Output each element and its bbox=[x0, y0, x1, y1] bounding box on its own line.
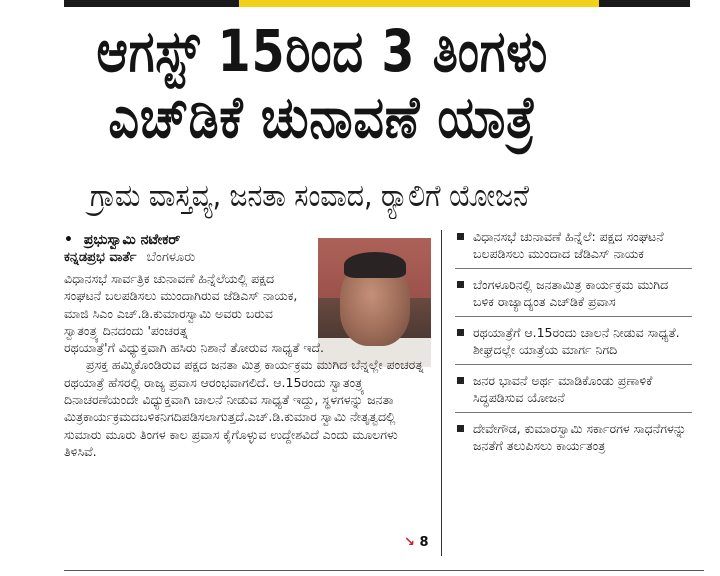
headline-line-2: ಎಚ್‌ಡಿಕೆ ಚುನಾವಣೆ ಯಾತ್ರೆ bbox=[108, 83, 537, 151]
highlight-text: ಜನರ ಭಾವನೆ ಅರ್ಥ ಮಾಡಿಕೊಂಡು ಪ್ರಣಾಳಿಕೆ ಸಿದ್ಧಪಡಿಸುವ ಯೋಜನೆ bbox=[473, 373, 653, 405]
author-name: ಪ್ರಭುಸ್ವಾಮಿ ನಟೇಕರ್ bbox=[83, 232, 181, 248]
jump-arrow-icon: ↘ bbox=[404, 535, 415, 550]
jump-page-number: 8 bbox=[419, 535, 429, 550]
headline bbox=[64, 18, 581, 150]
headline-line-1: ಆಗಸ್ಟ್ 15ರಿಂದ 3 ತಿಂಗಳು bbox=[96, 17, 549, 85]
square-bullet-icon bbox=[457, 233, 464, 240]
highlight-text: ವಿಧಾನಸಭೆ ಚುನಾವಣೆ ಹಿನ್ನೆಲೆ: ಪಕ್ಷದ ಸಂಘಟನೆ ಬಲಪಡಿಸಲು ಮುಂದಾದ ಜೆಡಿಎಸ್ ನಾಯಕ bbox=[473, 229, 664, 261]
byline-bullet: • bbox=[64, 232, 73, 248]
main-article bbox=[64, 230, 434, 560]
highlight-text: ದೇವೇಗೌಡ, ಕುಮಾರಸ್ವಾಮಿ ಸರ್ಕಾರಗಳ ಸಾಧನೆಗಳನ್ನು ಜನತೆಗೆ ತಲುಪಿಸಲು ಕಾರ್ಯತಂತ್ರ bbox=[473, 421, 687, 453]
highlight-item bbox=[455, 276, 692, 317]
subheadline: ಗ್ರಾಮ ವಾಸ್ತವ್ಯ, ಜನತಾ ಸಂವಾದ, ರ‍್ಯಾಲಿಗೆ ಯೋಜನೆ bbox=[90, 178, 529, 214]
article-paragraph-1-end: ರಥಯಾತ್ರೆ'ಗೆ ವಿಧ್ಯುಕ್ತವಾಗಿ ಹಸಿರು ನಿಶಾನೆ ತೋರುವ ಸಾಧ್ಯತೆ ಇದೆ. bbox=[64, 340, 324, 356]
highlight-text: ರಥಯಾತ್ರೆಗೆ ಆ.15ರಂದು ಚಾಲನೆ ನೀಡುವ ಸಾಧ್ಯತೆ. ಶೀಘ್ರದಲ್ಲೇ ಯಾತ್ರೆಯ ಮಾರ್ಗ ನಿಗದಿ bbox=[473, 325, 680, 357]
dateline-place: ಬೆಂಗಳೂರು bbox=[146, 250, 196, 265]
highlight-item bbox=[455, 228, 692, 269]
top-color-bar-yellow bbox=[239, 0, 599, 7]
square-bullet-icon bbox=[457, 425, 464, 432]
highlight-item bbox=[455, 324, 692, 365]
square-bullet-icon bbox=[457, 329, 464, 336]
continued-on-page[interactable] bbox=[404, 535, 428, 550]
article-paragraph-2: ಪ್ರಸಕ್ತ ಹಮ್ಮಿಕೊಂಡಿರುವ ಪಕ್ಷದ ಜನತಾ ಮಿತ್ರ ಕಾರ್ಯಕ್ರಮ ಮುಗಿದ ಬೆನ್ನಲ್ಲೇ ಪಂಚರತ್ನ ರಥಯಾತ್ರೆ ಹೆಸರಲ್ಲಿ ರಾಜ್ಯ ಪ್ರವಾಸ ಆರಂಭವಾಗಲಿದೆ. ಆ.15ರಂದು ಸ್ವಾತಂತ್ರ್ಯ ದಿನಾಚರಣೆಯಂದೇ ವಿಧ್ಯುಕ್ತವಾಗಿ ಚಾಲನೆ ನೀಡುವ ಸಾಧ್ಯತೆ ಇದ್ದು, ಸ್ಥಳಗಳನ್ನು ಜನತಾ ಮಿತ್ರಕಾರ್ಯಕ್ರಮದಬಳಿಕನಿಗದಿಪಡಿಸಲಾಗುತ್ತದೆ.ಎಚ್.ಡಿ.ಕುಮಾರ ಸ್ವಾಮಿ ನೇತೃತ್ವದಲ್ಲಿ ಸುಮಾರು ಮೂರು ತಿಂಗಳ ಕಾಲ ಪ್ರವಾಸ ಕೈಗೊಳ್ಳುವ ಉದ್ದೇಶವಿದೆ ಎಂದು ಮೂಲಗಳು ತಿಳಿಸಿವೆ. bbox=[64, 357, 424, 459]
square-bullet-icon bbox=[457, 377, 464, 384]
square-bullet-icon bbox=[457, 281, 464, 288]
highlight-item bbox=[455, 420, 692, 460]
column-divider bbox=[441, 230, 442, 556]
agency-name: ಕನ್ನಡಪ್ರಭ ವಾರ್ತೆ bbox=[64, 250, 137, 265]
highlight-text: ಬೆಂಗಳೂರಿನಲ್ಲಿ ಜನತಾಮಿತ್ರ ಕಾರ್ಯಕ್ರಮ ಮುಗಿದ ಬಳಿಕ ರಾಜ್ಯಾದ್ಯಂತ ಎಚ್‌ಡಿಕೆ ಪ್ರವಾಸ bbox=[473, 277, 669, 309]
highlights-sidebar bbox=[455, 228, 692, 467]
highlight-item bbox=[455, 372, 692, 413]
bottom-divider bbox=[64, 570, 704, 571]
dateline bbox=[64, 250, 195, 265]
top-color-bar bbox=[64, 0, 690, 7]
article-body bbox=[64, 270, 434, 460]
byline bbox=[64, 232, 180, 248]
article-paragraph-1: ವಿಧಾನಸಭೆ ಸಾರ್ವತ್ರಿಕ ಚುನಾವಣೆ ಹಿನ್ನೆಲೆಯಲ್ಲಿ ಪಕ್ಷದ ಸಂಘಟನೆ ಬಲಪಡಿಸಲು ಮುಂದಾಗಿರುವ ಜೆಡಿಎಸ್ ನಾಯಕ, ಮಾಜಿ ಸಿಎಂ ಎಚ್.ಡಿ.ಕುಮಾರಸ್ವಾಮಿ ಅವರು ಬರುವ ಸ್ವಾತಂತ್ರ್ಯ ದಿನದಂದು 'ಪಂಚರತ್ನ bbox=[64, 271, 298, 338]
